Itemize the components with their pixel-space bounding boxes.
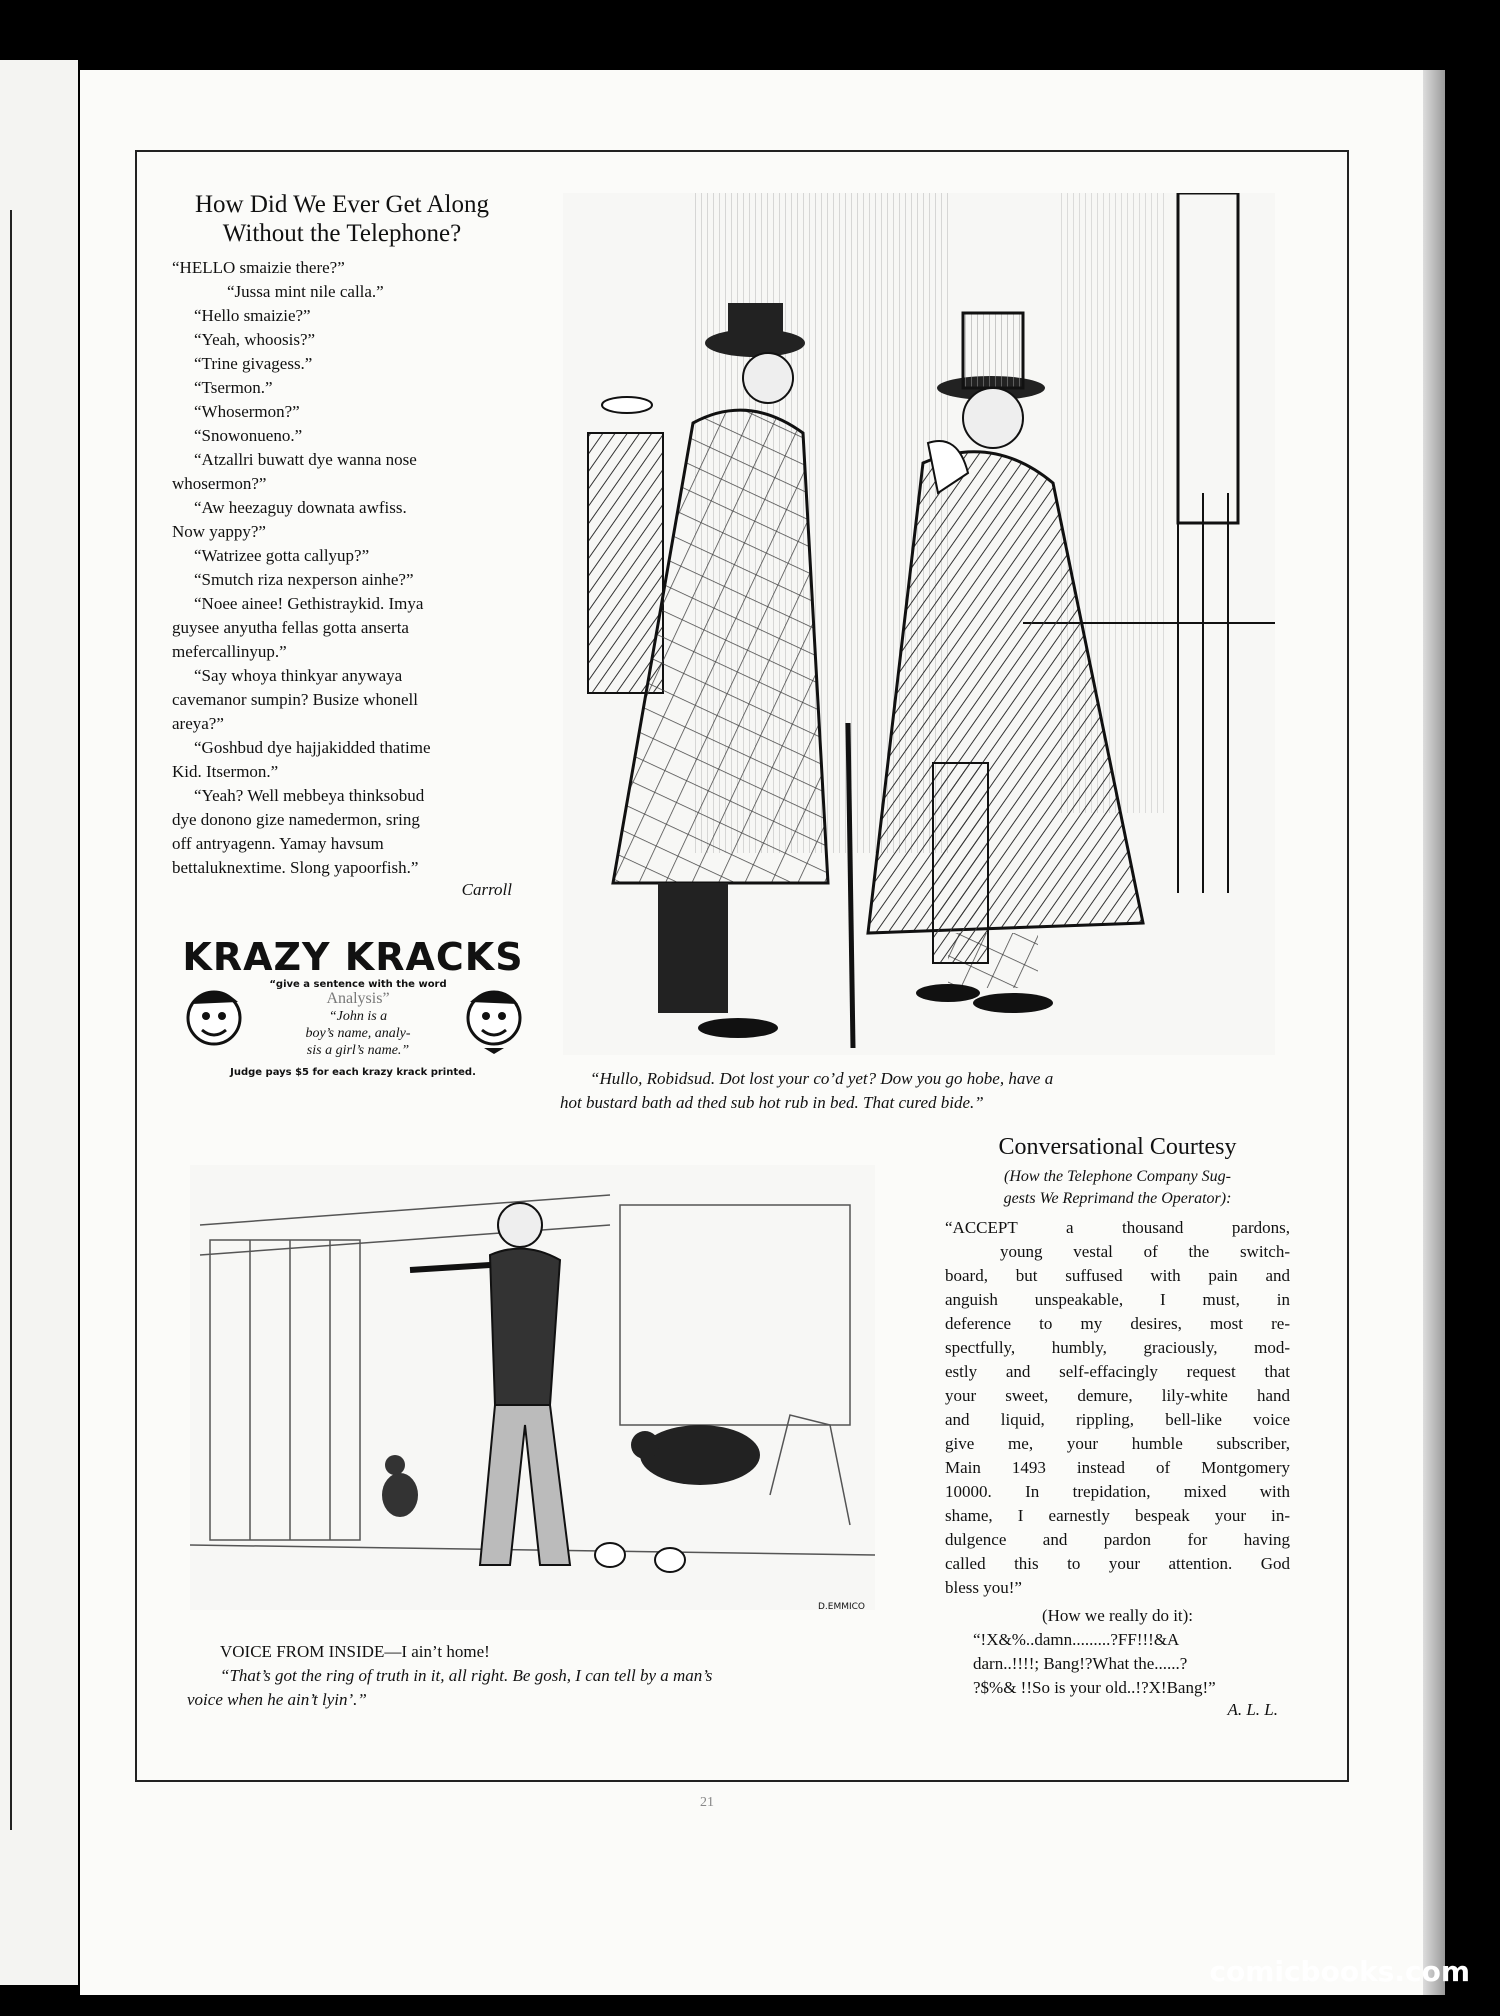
text-line: “Say whoya thinkyar anywaya — [194, 666, 403, 685]
text-line: Kid. Itsermon.” — [172, 762, 279, 781]
text-line: “Tsermon.” — [194, 378, 273, 397]
text-line: guysee anyutha fellas gotta anserta — [172, 618, 409, 637]
text-line: “Smutch riza nexperson ainhe?” — [194, 570, 414, 589]
krazy-prompt: “give a sentence with the word — [269, 979, 447, 990]
text-line: bettaluknextime. Slong yapoorfish.” — [172, 858, 419, 877]
text-line: “Hello smaizie?” — [194, 306, 311, 325]
text-line: Main 1493 instead of Montgomery — [945, 1458, 1290, 1477]
text-line: mefercallinyup.” — [172, 642, 287, 661]
courtesy-body — [945, 1216, 1290, 1600]
text-line: board, but suffused with pain and — [945, 1266, 1290, 1285]
text-line: “!X&%..damn.........?FF!!!&A — [973, 1630, 1180, 1649]
text-line: dye donono gize namedermon, sring — [172, 810, 420, 829]
courtesy-real-lines — [973, 1628, 1290, 1700]
watermark-logo: comicbooks.com — [1209, 1955, 1470, 1988]
krazy-kracks-title: KRAZY KRACKS — [182, 935, 524, 979]
text-line: “Watrizee gotta callyup?” — [194, 546, 370, 565]
krazy-footer: Judge pays $5 for each krazy krack printed. — [230, 1067, 476, 1078]
courtesy-subtitle-1: (How the Telephone Company Sug- — [1004, 1168, 1231, 1185]
cartoon-two-gentlemen — [563, 193, 1275, 1055]
text-line: give me, your humble subscriber, — [945, 1434, 1290, 1453]
text-line: cavemanor sumpin? Busize whonell — [172, 690, 418, 709]
text-line: bless you!” — [945, 1578, 1022, 1597]
text-line: “Whosermon?” — [194, 402, 300, 421]
krazy-answer-2: boy’s name, analy- — [305, 1026, 411, 1041]
text-line: anguish unspeakable, I must, in — [945, 1290, 1290, 1309]
text-line: ?$%& !!So is your old..!?X!Bang!” — [973, 1678, 1216, 1697]
text-line: “HELLO smaizie there?” — [172, 258, 345, 277]
cartoon2-caption — [187, 1640, 920, 1712]
text-line: “Goshbud dye hajjakidded thatime — [194, 738, 431, 757]
courtesy-signature: A. L. L. — [1227, 1700, 1278, 1719]
cartoon2-caption-line1: VOICE FROM INSIDE—I ain’t home! — [220, 1642, 490, 1661]
page-number: 21 — [700, 1795, 714, 1810]
text-line: dulgence and pardon for having — [945, 1530, 1290, 1549]
text-line: “Trine givagess.” — [194, 354, 313, 373]
text-line: off antryagenn. Yamay havsum — [172, 834, 384, 853]
text-line: areya?” — [172, 714, 224, 733]
krazy-answer-3: sis a girl’s name.” — [306, 1043, 410, 1058]
cartoon1-caption-line2: hot bustard bath ad thed sub hot rub in bed. That cured bide.” — [560, 1093, 984, 1112]
text-line: darn..!!!!; Bang!?What the......? — [973, 1654, 1188, 1673]
article-signature: Carroll — [461, 880, 512, 899]
cartoon2-caption-line2: “That’s got the ring of truth in it, all right. Be gosh, I can tell by a man’s — [220, 1666, 713, 1685]
text-line: “Snowonueno.” — [194, 426, 303, 445]
article-dialogue — [172, 256, 512, 880]
cartoon2-artist-signature: D.EMMICO — [817, 1602, 865, 1612]
text-line: “Atzallri buwatt dye wanna nose — [194, 450, 417, 469]
article-title-line1: How Did We Ever Get Along — [194, 191, 489, 218]
text-line: “Aw heezaguy downata awfiss. — [194, 498, 407, 517]
text-line: and liquid, rippling, bell-like voice — [945, 1410, 1290, 1429]
courtesy-title: Conversational Courtesy — [998, 1134, 1237, 1160]
text-line: spectfully, humbly, graciously, mod- — [945, 1338, 1290, 1357]
text-line: called this to your attention. God — [945, 1554, 1290, 1573]
article-courtesy — [945, 1133, 1290, 1720]
page-gutter-shadow — [1423, 70, 1445, 1995]
text-line: shame, I earnestly bespeak your in- — [945, 1506, 1290, 1525]
cartoon1-caption-line1: “Hullo, Robidsud. Dot lost your co’d yet? Dow you go hobe, have a — [590, 1069, 1054, 1088]
text-line: “Noee ainee! Gethistraykid. Imya — [194, 594, 424, 613]
background-man — [588, 397, 663, 693]
krazy-word: Analysis” — [326, 990, 390, 1007]
left-page-border — [10, 210, 12, 1830]
text-line: your sweet, demure, lily-white hand — [945, 1386, 1290, 1405]
text-line: “ACCEPT a thousand pardons, — [945, 1218, 1290, 1237]
krazy-answer-1: “John is a — [328, 1009, 388, 1024]
text-line: estly and self-effacingly request that — [945, 1362, 1290, 1381]
text-line: young vestal of the switch- — [1000, 1242, 1290, 1261]
text-line: 10000. In trepidation, mixed with — [945, 1482, 1290, 1501]
courtesy-real-heading: (How we really do it): — [1041, 1606, 1194, 1625]
text-line: whosermon?” — [172, 474, 267, 493]
text-line: “Yeah? Well mebbeya thinksobud — [194, 786, 425, 805]
courtesy-subtitle-2: gests We Reprimand the Operator): — [1003, 1190, 1232, 1207]
article-telephone — [172, 190, 512, 900]
krazy-kracks-box — [178, 935, 528, 1078]
article-title-line2: Without the Telephone? — [222, 220, 462, 247]
cartoon2-caption-line3: voice when he ain’t lyin’.” — [187, 1690, 367, 1709]
cartoon-farm-door — [190, 1165, 875, 1610]
text-line: “Jussa mint nile calla.” — [227, 282, 384, 301]
left-page-edge — [0, 60, 78, 1985]
text-line: “Yeah, whoosis?” — [194, 330, 316, 349]
text-line: Now yappy?” — [172, 522, 266, 541]
cartoon1-caption — [560, 1067, 1280, 1115]
text-line: deference to my desires, most re- — [945, 1314, 1290, 1333]
